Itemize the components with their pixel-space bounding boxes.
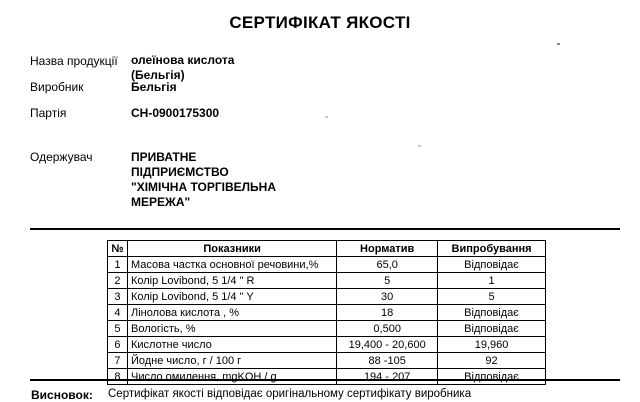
recipient-value bbox=[131, 150, 276, 210]
manufacturer-label: Виробник bbox=[30, 80, 84, 94]
recipient-line: ПРИВАТНЕ bbox=[131, 150, 197, 164]
table-header-row bbox=[108, 241, 546, 257]
recipient-line: "ХІМІЧНА ТОРГІВЕЛЬНА bbox=[131, 180, 277, 194]
table-row bbox=[108, 321, 546, 337]
specification-table bbox=[107, 240, 546, 385]
table-row bbox=[108, 273, 546, 289]
scan-speck bbox=[557, 43, 560, 45]
row-test: 19,960 bbox=[438, 337, 546, 353]
table-row bbox=[108, 257, 546, 273]
row-test: Відповідає bbox=[438, 369, 546, 385]
row-test: 5 bbox=[438, 289, 546, 305]
row-number: 8 bbox=[108, 369, 128, 385]
product-name-line: (Бельгія) bbox=[131, 68, 185, 82]
row-indicator: Лінолова кислота , % bbox=[127, 305, 336, 321]
row-number: 2 bbox=[108, 273, 128, 289]
product-name-value bbox=[131, 53, 234, 83]
row-indicator: Йодне число, г / 100 г bbox=[127, 353, 336, 369]
row-indicator: Кислотне число bbox=[127, 337, 336, 353]
scan-speck bbox=[418, 145, 421, 147]
conclusion-label: Висновок: bbox=[31, 388, 93, 402]
header-number: № bbox=[108, 241, 128, 257]
batch-value bbox=[131, 106, 219, 121]
row-indicator: Вологість, % bbox=[127, 321, 336, 337]
row-norm: 5 bbox=[337, 273, 438, 289]
row-number: 1 bbox=[108, 257, 128, 273]
header-indicator: Показники bbox=[127, 241, 336, 257]
top-divider bbox=[30, 228, 620, 230]
row-test: 1 bbox=[438, 273, 546, 289]
recipient-line: ПІДПРИЄМСТВО bbox=[131, 165, 229, 179]
header-norm: Норматив bbox=[337, 241, 438, 257]
table-row bbox=[108, 353, 546, 369]
row-number: 4 bbox=[108, 305, 128, 321]
row-indicator: Колір Lovibond, 5 1/4 " Y bbox=[127, 289, 336, 305]
row-test: Відповідає bbox=[438, 305, 546, 321]
manufacturer-value bbox=[131, 80, 177, 95]
certificate-title: СЕРТИФІКАТ ЯКОСТІ bbox=[229, 13, 411, 32]
table-row bbox=[108, 305, 546, 321]
row-norm: 18 bbox=[337, 305, 438, 321]
table-row bbox=[108, 289, 546, 305]
manufacturer-line: Бельгія bbox=[131, 80, 177, 94]
row-norm: 19,400 - 20,600 bbox=[337, 337, 438, 353]
row-norm: 0,500 bbox=[337, 321, 438, 337]
table-row bbox=[108, 337, 546, 353]
batch-label: Партія bbox=[30, 106, 67, 120]
row-indicator: Число омилення, mgKOH / g bbox=[127, 369, 336, 385]
batch-line: CH-0900175300 bbox=[131, 106, 220, 120]
row-indicator: Колір Lovibond, 5 1/4 " R bbox=[127, 273, 336, 289]
row-test: Відповідає bbox=[438, 257, 546, 273]
row-number: 7 bbox=[108, 353, 128, 369]
recipient-line: МЕРЕЖА" bbox=[131, 195, 191, 209]
row-norm: 65,0 bbox=[337, 257, 438, 273]
row-test: 92 bbox=[438, 353, 546, 369]
row-number: 5 bbox=[108, 321, 128, 337]
row-norm: 30 bbox=[337, 289, 438, 305]
row-number: 3 bbox=[108, 289, 128, 305]
product-name-label: Назва продукції bbox=[30, 54, 118, 68]
recipient-label: Одержувач bbox=[30, 150, 93, 164]
scan-speck bbox=[325, 116, 328, 118]
header-test: Випробування bbox=[438, 241, 546, 257]
bottom-divider bbox=[30, 379, 620, 381]
row-indicator: Масова частка основної речовини,% bbox=[127, 257, 336, 273]
row-norm: 194 - 207 bbox=[337, 369, 438, 385]
row-test: Відповідає bbox=[438, 321, 546, 337]
conclusion-text: Сертифікат якості відповідає оригінальному сертифікату виробника bbox=[108, 388, 472, 400]
row-norm: 88 -105 bbox=[337, 353, 438, 369]
table-row bbox=[108, 369, 546, 385]
row-number: 6 bbox=[108, 337, 128, 353]
product-name-line: олеїнова кислота bbox=[131, 53, 235, 67]
